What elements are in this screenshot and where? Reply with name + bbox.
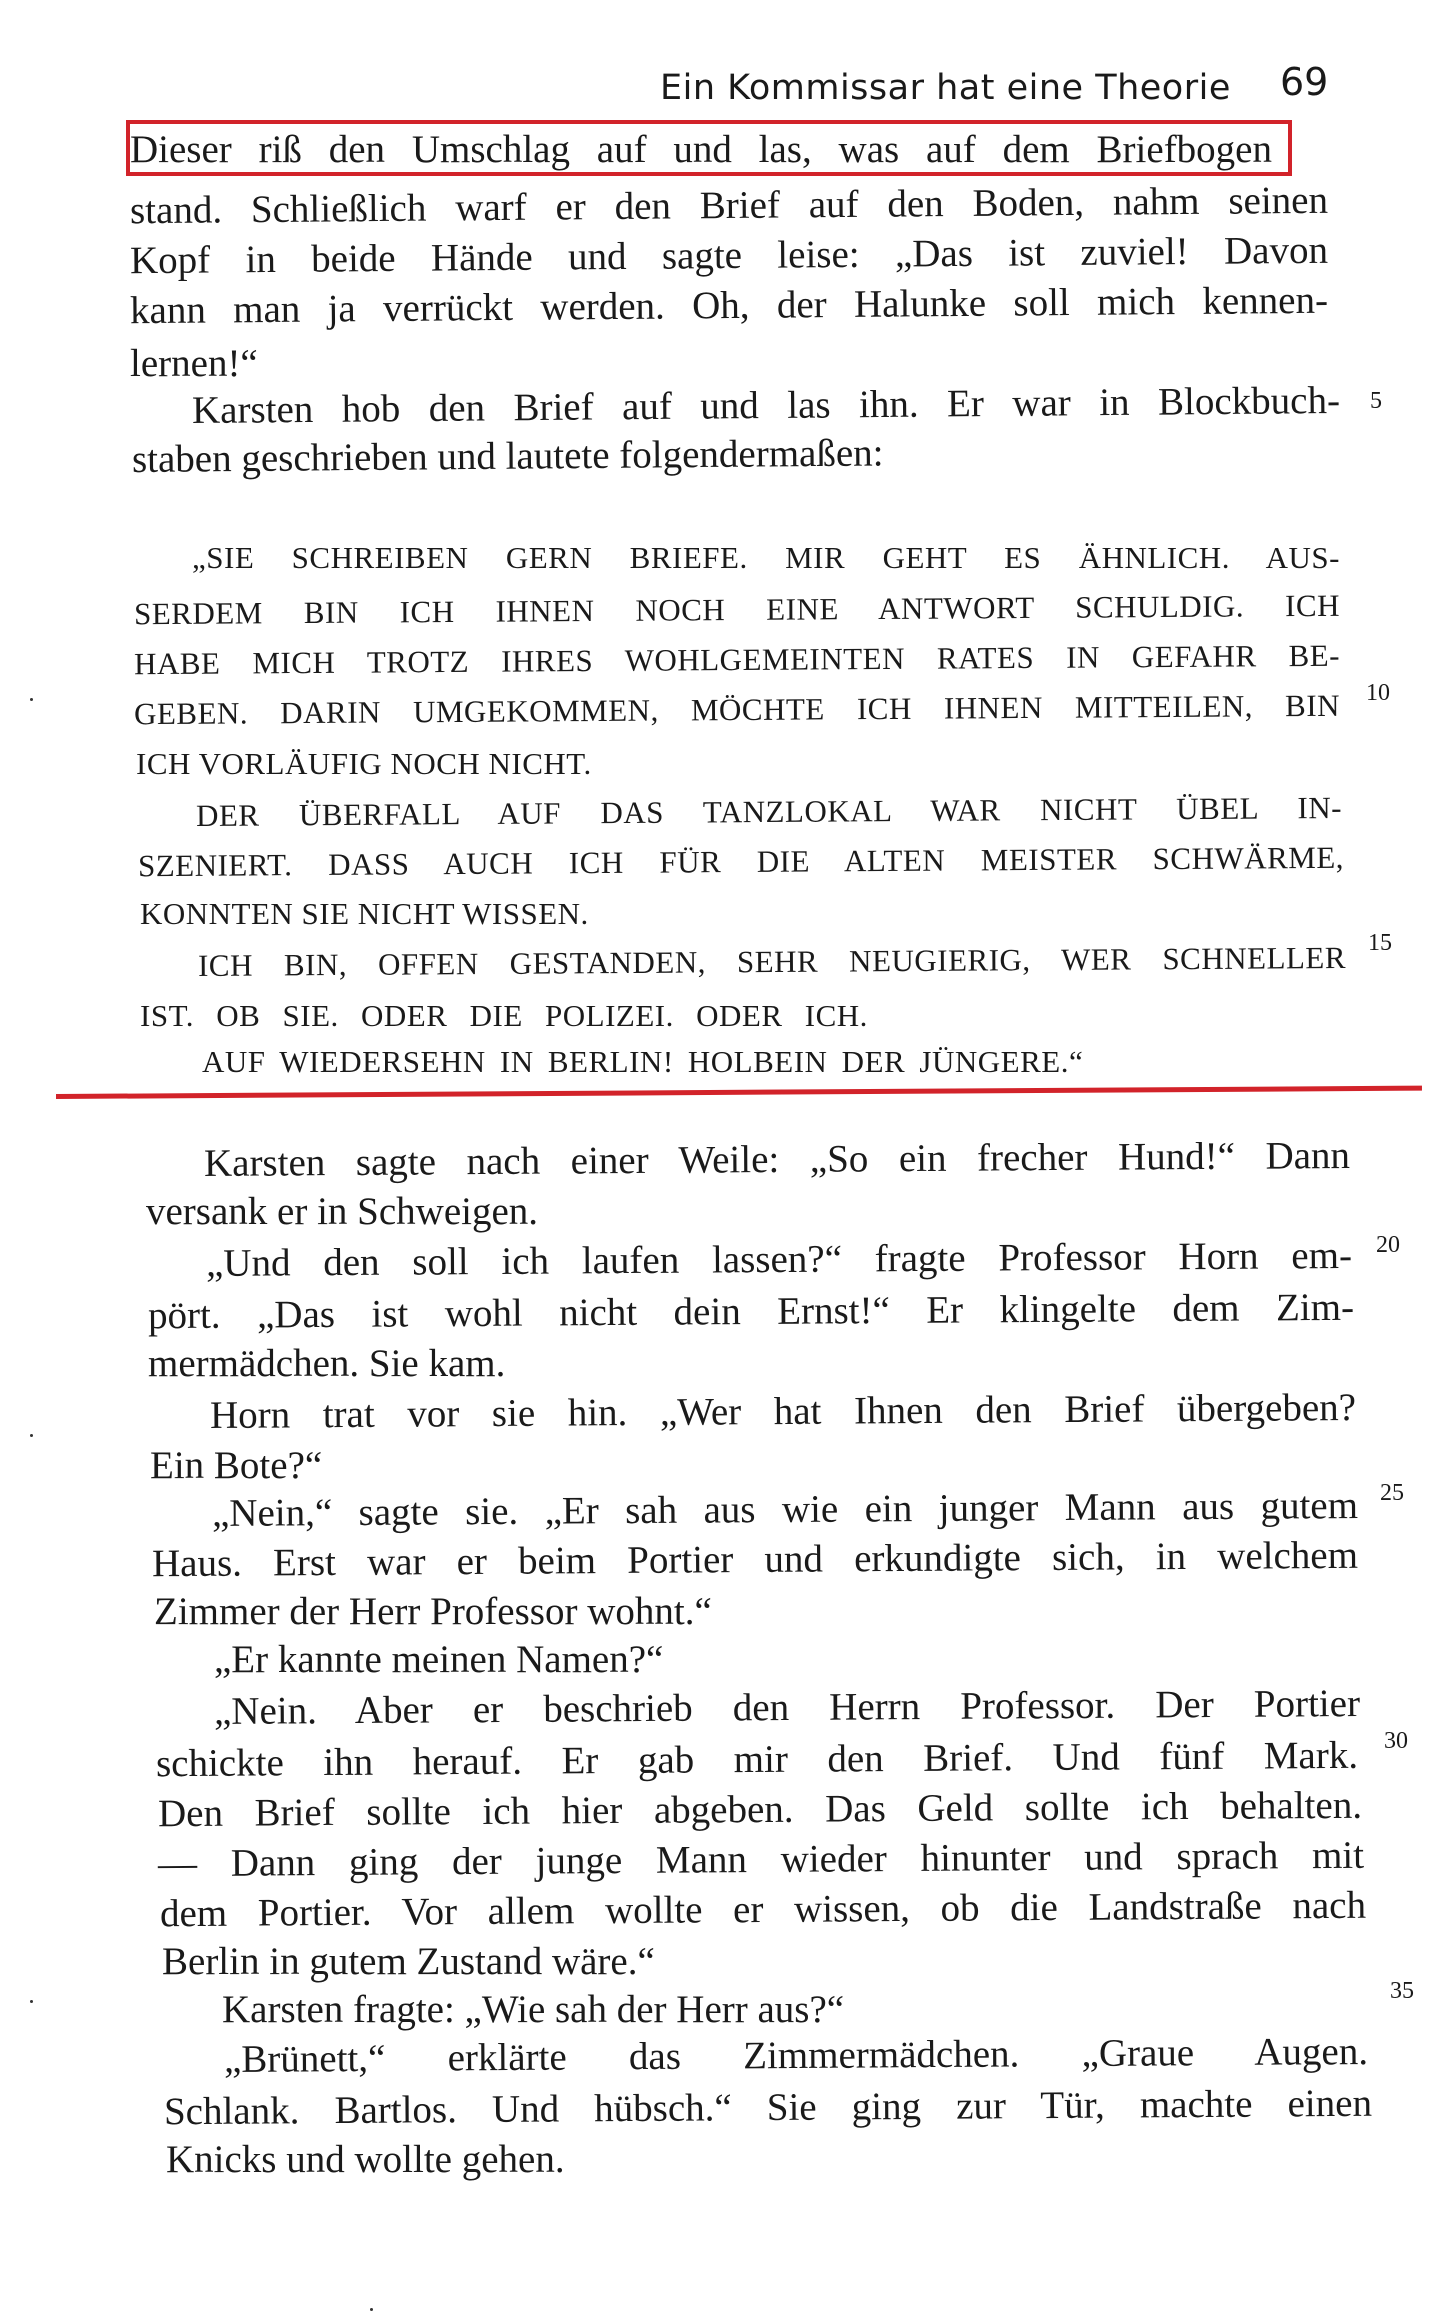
text-line: „Brünett,“ erklärte das Zimmermädchen. „Graue Augen.: [223, 2030, 1369, 2081]
letter-line: DER ÜBERFALL AUF DAS TANZLOKAL WAR NICHT ÜBEL IN-: [195, 790, 1343, 833]
line-number: 5: [1370, 388, 1382, 414]
text-line: versank er in Schweigen.: [146, 1190, 539, 1233]
text-line: pört. „Das ist wohl nicht dein Ernst!“ Er klingelte dem Zim-: [147, 1285, 1355, 1338]
text-line: mermädchen. Sie kam.: [148, 1342, 506, 1385]
letter-line: ICH BIN, OFFEN GESTANDEN, SEHR NEUGIERIG, WER SCHNELLER: [197, 939, 1347, 984]
line-number: 35: [1390, 1978, 1414, 2004]
text-line: Schlank. Bartlos. Und hübsch.“ Sie ging zur Tür, machte einen: [163, 2081, 1373, 2134]
text-line: Knicks und wollte gehen.: [166, 2138, 565, 2181]
scan-speck: [30, 2000, 33, 2003]
page-header: [660, 60, 1360, 120]
scan-speck: [30, 698, 33, 701]
divider-line: [56, 1086, 1422, 1099]
text-line: Zimmer der Herr Professor wohnt.“: [154, 1590, 712, 1633]
line-number: 25: [1380, 1480, 1404, 1506]
text-line: „Und den soll ich laufen lassen?“ fragte Professor Horn em-: [205, 1234, 1353, 1285]
line-number: 30: [1384, 1728, 1408, 1754]
text-line: Karsten sagte nach einer Weile: „So ein frecher Hund!“ Dann: [203, 1134, 1351, 1185]
letter-line: SZENIERT. DASS AUCH ICH FÜR DIE ALTEN MEISTER SCHWÄRME,: [137, 839, 1345, 884]
letter-line: IST. OB SIE. ODER DIE POLIZEI. ODER ICH.: [140, 998, 868, 1033]
text-line: dem Portier. Vor allem wollte er wissen, ob die Landstraße nach: [159, 1883, 1367, 1936]
line-number: 20: [1376, 1232, 1400, 1258]
line-number: 15: [1368, 930, 1392, 956]
page-number: 69: [1280, 60, 1329, 104]
text-line: staben geschrieben und lautete folgendermaßen:: [131, 431, 884, 481]
letter-line: GEBEN. DARIN UMGEKOMMEN, MÖCHTE ICH IHNEN MITTEILEN, BIN: [133, 687, 1341, 732]
text-line: „Er kannte meinen Namen?“: [214, 1638, 664, 1681]
text-line: „Nein. Aber er beschrieb den Herrn Professor. Der Portier: [213, 1682, 1361, 1733]
scan-speck: [370, 2308, 373, 2311]
text-line: Kopf in beide Hände und sagte leise: „Das ist zuviel! Davon: [129, 228, 1329, 283]
text-line: Horn trat vor sie hin. „Wer hat Ihnen den Brief übergeben?: [209, 1386, 1357, 1437]
letter-line: AUF WIEDERSEHN IN BERLIN! HOLBEIN DER JÜNGERE.“: [202, 1044, 1084, 1079]
text-line: Den Brief sollte ich hier abgeben. Das Geld sollte ich behalten.: [157, 1783, 1363, 1836]
letter-line: HABE MICH TROTZ IHRES WOHLGEMEINTEN RATES IN GEFAHR BE-: [133, 637, 1341, 682]
text-line: Dieser riß den Umschlag auf und las, was auf dem Briefbogen: [130, 128, 1272, 171]
text-line: Ein Bote?“: [150, 1444, 323, 1487]
text-line: Haus. Erst war er beim Portier und erkundigte sich, in welchem: [151, 1533, 1359, 1586]
scan-speck: [30, 1434, 33, 1437]
letter-line: KONNTEN SIE NICHT WISSEN.: [140, 896, 589, 931]
text-line: Karsten fragte: „Wie sah der Herr aus?“: [222, 1988, 845, 2031]
running-title: Ein Kommissar hat eine Theorie: [660, 68, 1231, 108]
letter-line: ICH VORLÄUFIG NOCH NICHT.: [136, 746, 592, 781]
text-line: — Dann ging der junge Mann wieder hinunter und sprach mit: [157, 1833, 1365, 1886]
text-line: lernen!“: [130, 342, 258, 385]
text-line: kann man ja verrückt werden. Oh, der Halunke soll mich kennen-: [129, 278, 1329, 333]
letter-line: „SIE SCHREIBEN GERN BRIEFE. MIR GEHT ES ÄHNLICH. AUS-: [192, 540, 1340, 575]
letter-line: SERDEM BIN ICH IHNEN NOCH EINE ANTWORT SCHULDIG. ICH: [133, 587, 1341, 632]
text-line: Karsten hob den Brief auf und las ihn. Er war in Blockbuch-: [191, 378, 1341, 433]
text-line: schickte ihn herauf. Er gab mir den Brief. Und fünf Mark.: [155, 1733, 1359, 1786]
text-line: „Nein,“ sagte sie. „Er sah aus wie ein junger Mann aus gutem: [211, 1484, 1359, 1535]
text-line: Berlin in gutem Zustand wäre.“: [162, 1940, 655, 1983]
text-line: stand. Schließlich warf er den Brief auf den Boden, nahm seinen: [129, 178, 1329, 233]
line-number: 10: [1366, 680, 1390, 706]
